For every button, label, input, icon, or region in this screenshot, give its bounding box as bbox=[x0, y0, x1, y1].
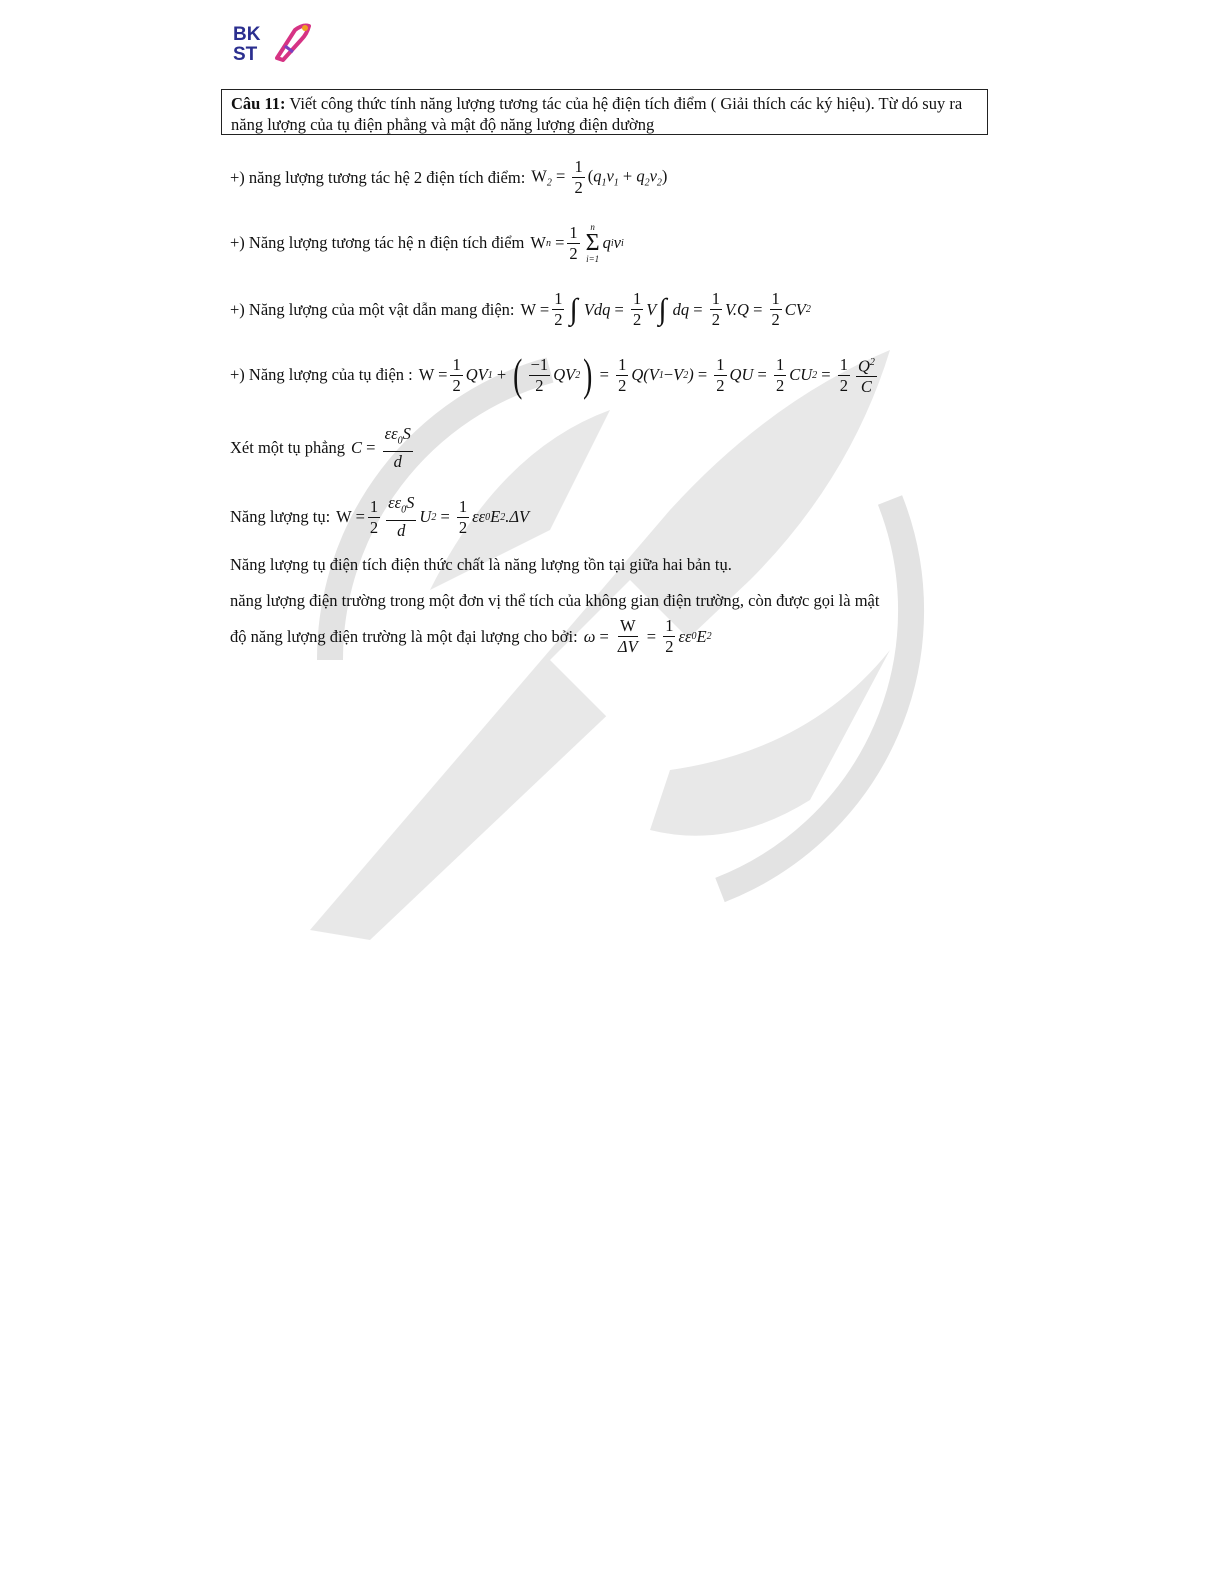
line2-text: +) Năng lượng tương tác hệ n điện tích điểm bbox=[230, 233, 525, 252]
formula-plate-capacitance: C = $\frac{\varepsilon\varepsilon_0S}{d}$ bbox=[351, 424, 411, 472]
formula-conductor: W = $\frac{1}{2}$ ∫ Vdq = $\frac{1}{2}$ V ∫ dq = $\frac{1}{2}$ V.Q = $\frac{1}{2}$ CV 2 bbox=[520, 289, 811, 329]
question-label: Câu 11: bbox=[231, 94, 286, 113]
rocket-icon bbox=[277, 25, 309, 60]
question-box bbox=[221, 89, 988, 135]
formula-capacitor: W = $\frac{1}{2}$ QV 1 + ( $\frac{-1}{2}$ QV 2 ) = $\frac{1}{2}$ Q(V 1 − V 2 ) = $\frac{1}{2}$ QU = $\frac{1}{2}$ CU 2 = $\frac{1}{2}$ $\frac{Q^2}{C}$ bbox=[418, 349, 875, 400]
bkst-logo bbox=[233, 22, 323, 64]
line6-text: Năng lượng tụ: bbox=[230, 507, 331, 527]
formula-energy-density: ω = $\frac{W}{\Delta V}$ = $\frac{1}{2}$ εε 0 E 2 bbox=[583, 616, 712, 656]
formula-line-4 bbox=[230, 349, 880, 400]
question-text: Viết công thức tính năng lượng tương tác của hệ điện tích điểm ( Giải thích các ký hiệu). Từ dó suy ra năng lượng của tụ điện phẳng và mật độ năng lượng điện dường bbox=[231, 94, 963, 134]
line3-text: +) Năng lượng của một vật dẫn mang điện: bbox=[230, 299, 515, 319]
formula-line-5 bbox=[230, 424, 416, 472]
paragraph-2: năng lượng điện trường trong một đơn vị thể tích của không gian điện trường, còn được gọi là mật bbox=[230, 591, 880, 610]
paragraph-3: độ năng lượng điện trường là một đại lượng cho bởi: bbox=[230, 626, 578, 646]
line5-text: Xét một tụ phẳng bbox=[230, 438, 346, 458]
formula-line-6 bbox=[230, 493, 529, 541]
formula-capacitor-energy: W = $\frac{1}{2}$ $\frac{\varepsilon\varepsilon_0S}{d}$ U 2 = $\frac{1}{2}$ εε 0 E 2 .ΔV bbox=[336, 493, 530, 541]
line1-text: +) năng lượng tương tác hệ 2 điện tích điểm: bbox=[230, 167, 526, 187]
formula-line-7 bbox=[230, 616, 712, 657]
logo-text-st: ST bbox=[233, 44, 258, 64]
formula-w2: $W_2$ = $\frac{1}{2}$ $(q_1v_1 + q_2v_2)$ bbox=[531, 157, 668, 197]
formula-line-1 bbox=[230, 157, 667, 198]
line4-text: +) Năng lượng của tụ điện : bbox=[230, 365, 413, 384]
paragraph-1: Năng lượng tụ điện tích điện thức chất là năng lượng tồn tại giữa hai bản tụ. bbox=[230, 555, 732, 574]
logo-text-bk: BK bbox=[233, 24, 261, 45]
formula-wn: W n = $\frac{1}{2}$ n Σ i=1 q i v i bbox=[530, 222, 624, 264]
formula-line-3 bbox=[230, 289, 811, 330]
formula-line-2 bbox=[230, 222, 624, 264]
